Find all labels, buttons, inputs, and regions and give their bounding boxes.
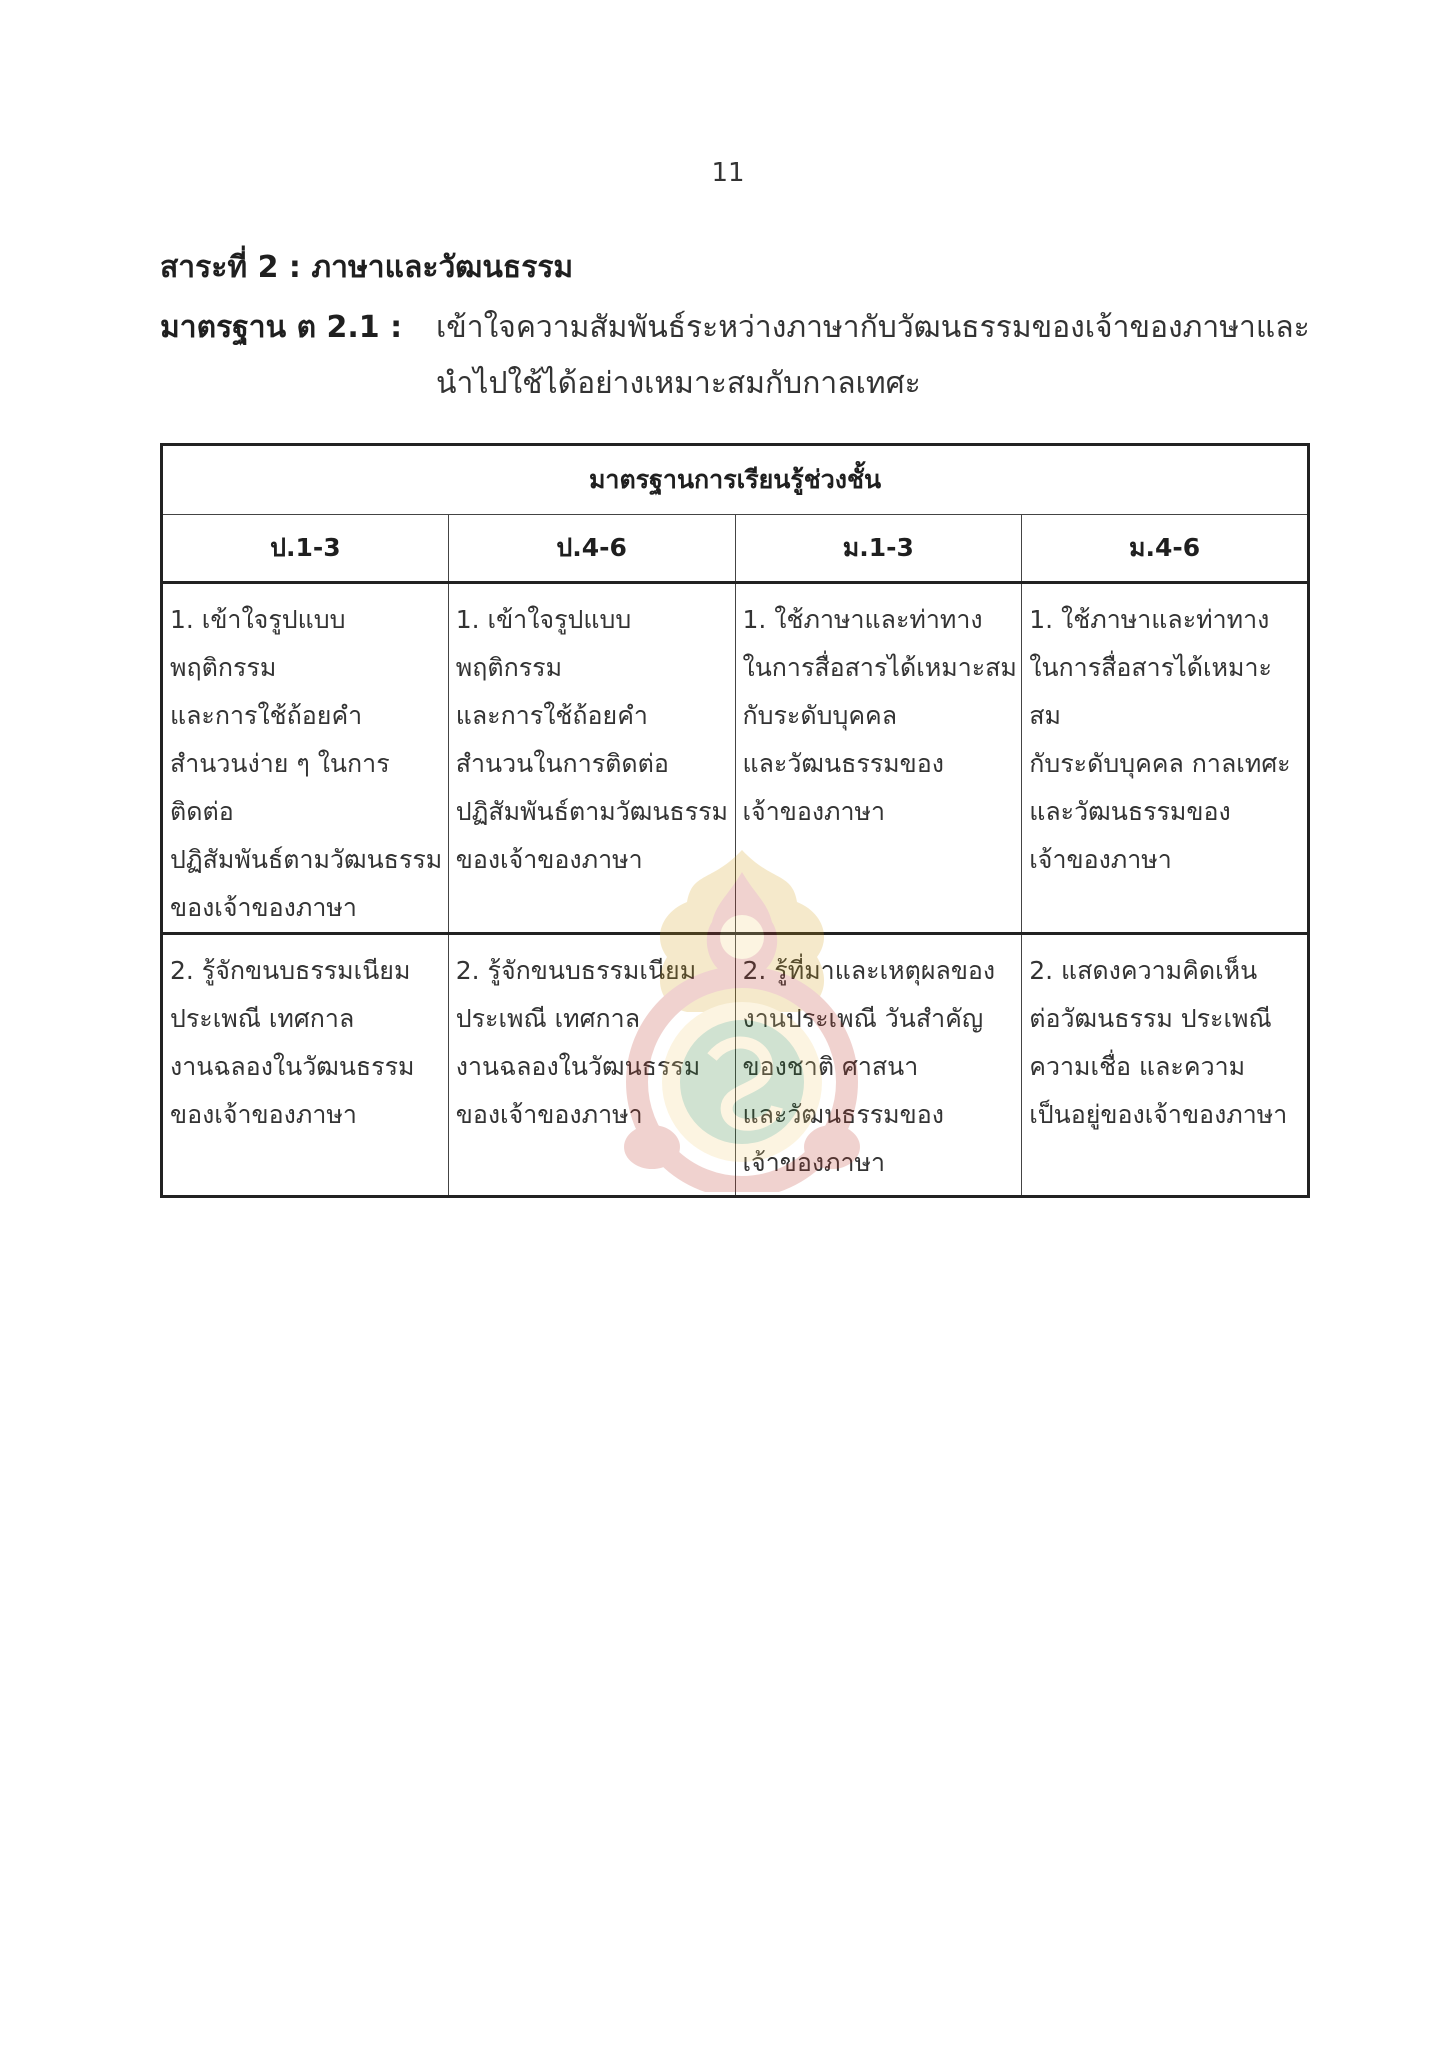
table-cell	[1022, 934, 1309, 1197]
cell-text: 1. ใช้ภาษาและท่าทาง ในการสื่อสารได้เหมาะสม กับระดับบุคคล กาลเทศะ และวัฒนธรรมของ เจ้าของภาษา	[1029, 605, 1291, 874]
table-cell	[162, 583, 449, 934]
table-cell	[162, 934, 449, 1197]
strand-heading: สาระที่ 2 : ภาษาและวัฒนธรรม	[160, 250, 574, 285]
standard-text-line-1: เข้าใจความสัมพันธ์ระหว่างภาษากับวัฒนธรรมของเจ้าของภาษาและ	[436, 310, 1310, 345]
level-header-m4-6: ม.4-6	[1022, 515, 1309, 583]
level-header-p1-3: ป.1-3	[162, 515, 449, 583]
table-row	[162, 934, 1309, 1197]
standard-label: มาตรฐาน ต 2.1 :	[160, 310, 403, 345]
cell-text: 1. เข้าใจรูปแบบพฤติกรรม และการใช้ถ้อยคำ สำนวนในการติดต่อ ปฏิสัมพันธ์ตามวัฒนธรรม ของเจ้าของภาษา	[455, 605, 729, 874]
table-cell	[448, 934, 735, 1197]
cell-text: 2. แสดงความคิดเห็น ต่อวัฒนธรรม ประเพณี ความเชื่อ และความ เป็นอยู่ของเจ้าของภาษา	[1029, 956, 1288, 1129]
page-number: 11	[711, 158, 745, 188]
cell-text: 2. รู้จักขนบธรรมเนียม ประเพณี เทศกาล งานฉลองในวัฒนธรรม ของเจ้าของภาษา	[170, 956, 415, 1129]
level-header-m1-3: ม.1-3	[735, 515, 1022, 583]
table-cell	[1022, 583, 1309, 934]
cell-text: 1. เข้าใจรูปแบบพฤติกรรม และการใช้ถ้อยคำ สำนวนง่าย ๆ ในการติดต่อ ปฏิสัมพันธ์ตามวัฒนธรรม ของเจ้าของภาษา	[170, 605, 443, 922]
standard-text-line-2: นำไปใช้ได้อย่างเหมาะสมกับกาลเทศะ	[436, 366, 921, 401]
learning-standards-table	[160, 443, 1310, 1198]
table-row	[162, 583, 1309, 934]
cell-text: 2. รู้ที่มาและเหตุผลของ งานประเพณี วันสำคัญ ของชาติ ศาสนา และวัฒนธรรมของ เจ้าของภาษา	[742, 956, 996, 1177]
cell-text: 1. ใช้ภาษาและท่าทาง ในการสื่อสารได้เหมาะสม กับระดับบุคคล และวัฒนธรรมของ เจ้าของภาษา	[742, 605, 1017, 826]
table-cell	[735, 934, 1022, 1197]
cell-text: 2. รู้จักขนบธรรมเนียม ประเพณี เทศกาล งานฉลองในวัฒนธรรม ของเจ้าของภาษา	[455, 956, 701, 1129]
table-cell	[735, 583, 1022, 934]
table-cell	[448, 583, 735, 934]
level-header-p4-6: ป.4-6	[448, 515, 735, 583]
level-header-row	[162, 515, 1309, 583]
table-title: มาตรฐานการเรียนรู้ช่วงชั้น	[162, 445, 1309, 515]
standard-description	[436, 300, 1316, 412]
